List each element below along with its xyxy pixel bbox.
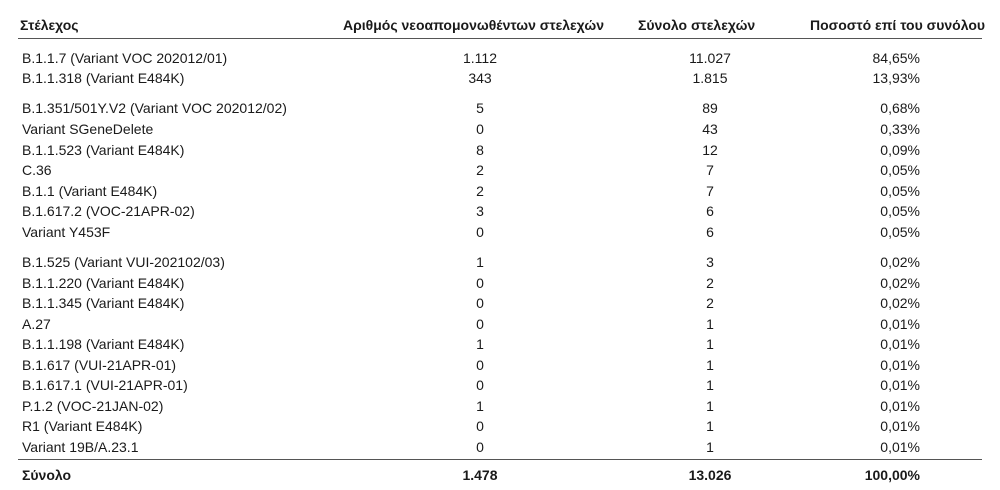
table-row bbox=[0, 293, 1000, 313]
cell-total: 1 bbox=[706, 316, 714, 332]
cell-total: 3 bbox=[706, 254, 714, 270]
cell-percent: 0,09% bbox=[880, 142, 920, 158]
table-row bbox=[0, 48, 1000, 68]
table-row bbox=[0, 119, 1000, 139]
cell-percent: 0,01% bbox=[880, 377, 920, 393]
total-percent: 100,00% bbox=[864, 467, 920, 483]
cell-percent: 84,65% bbox=[872, 50, 920, 66]
header-percent: Ποσοστό επί του συνόλου bbox=[810, 17, 986, 33]
cell-new: 0 bbox=[476, 316, 484, 332]
cell-strain: B.1.1.318 (Variant E484K) bbox=[22, 70, 185, 86]
cell-new: 0 bbox=[476, 377, 484, 393]
cell-total: 1 bbox=[706, 398, 714, 414]
cell-new: 0 bbox=[476, 295, 484, 311]
table-row bbox=[0, 334, 1000, 354]
cell-strain: B.1.1 (Variant E484K) bbox=[22, 183, 158, 199]
cell-total: 7 bbox=[706, 162, 714, 178]
total-divider bbox=[18, 459, 982, 460]
cell-strain: Variant Y453F bbox=[22, 224, 111, 240]
cell-total: 1 bbox=[706, 377, 714, 393]
cell-new: 0 bbox=[476, 121, 484, 137]
cell-strain: B.1.1.220 (Variant E484K) bbox=[22, 275, 185, 291]
total-new: 1.478 bbox=[462, 467, 498, 483]
cell-percent: 0,02% bbox=[880, 275, 920, 291]
cell-total: 1 bbox=[706, 418, 714, 434]
table-row bbox=[0, 201, 1000, 221]
cell-percent: 0,05% bbox=[880, 162, 920, 178]
cell-new: 8 bbox=[476, 142, 484, 158]
table-row bbox=[0, 416, 1000, 436]
cell-strain: A.27 bbox=[22, 316, 51, 332]
cell-strain: Variant SGeneDelete bbox=[22, 121, 154, 137]
cell-total: 1.815 bbox=[692, 70, 728, 86]
cell-strain: B.1.351/501Y.V2 (Variant VOC 202012/02) bbox=[22, 100, 287, 116]
cell-percent: 0,01% bbox=[880, 336, 920, 352]
cell-new: 2 bbox=[476, 183, 484, 199]
header-new-isolated: Αριθμός νεοαπομονωθέντων στελεχών bbox=[343, 17, 605, 33]
cell-strain: B.1.617.1 (VUI-21APR-01) bbox=[22, 377, 188, 393]
cell-percent: 0,01% bbox=[880, 418, 920, 434]
total-label: Σύνολο bbox=[22, 467, 72, 483]
cell-total: 7 bbox=[706, 183, 714, 199]
table-row bbox=[0, 160, 1000, 180]
cell-percent: 0,05% bbox=[880, 203, 920, 219]
cell-total: 6 bbox=[706, 203, 714, 219]
table-row bbox=[0, 140, 1000, 160]
cell-percent: 0,05% bbox=[880, 224, 920, 240]
cell-percent: 13,93% bbox=[872, 70, 920, 86]
cell-total: 43 bbox=[702, 121, 718, 137]
cell-strain: Variant 19B/A.23.1 bbox=[22, 439, 139, 455]
cell-total: 11.027 bbox=[689, 50, 731, 66]
table-row bbox=[0, 252, 1000, 272]
table-row bbox=[0, 375, 1000, 395]
cell-new: 2 bbox=[476, 162, 484, 178]
cell-percent: 0,05% bbox=[880, 183, 920, 199]
cell-new: 343 bbox=[468, 70, 492, 86]
cell-strain: C.36 bbox=[22, 162, 52, 178]
total-strains: 13.026 bbox=[688, 467, 732, 483]
cell-strain: B.1.1.523 (Variant E484K) bbox=[22, 142, 185, 158]
cell-percent: 0,68% bbox=[880, 100, 920, 116]
cell-new: 0 bbox=[476, 439, 484, 455]
cell-new: 0 bbox=[476, 418, 484, 434]
cell-new: 5 bbox=[476, 100, 484, 116]
table-row bbox=[0, 314, 1000, 334]
cell-strain: B.1.525 (Variant VUI-202102/03) bbox=[22, 254, 225, 270]
header-divider bbox=[18, 38, 982, 39]
table-row bbox=[0, 68, 1000, 88]
cell-total: 2 bbox=[706, 295, 714, 311]
cell-new: 0 bbox=[476, 275, 484, 291]
table-row bbox=[0, 396, 1000, 416]
cell-new: 0 bbox=[476, 224, 484, 240]
header-total-strains: Σύνολο στελεχών bbox=[638, 17, 756, 33]
cell-total: 2 bbox=[706, 275, 714, 291]
table-row bbox=[0, 181, 1000, 201]
cell-total: 89 bbox=[702, 100, 718, 116]
table-row bbox=[0, 355, 1000, 375]
cell-new: 3 bbox=[476, 203, 484, 219]
table-row bbox=[0, 273, 1000, 293]
total-row bbox=[0, 465, 1000, 485]
cell-percent: 0,01% bbox=[880, 398, 920, 414]
cell-strain: B.1.1.198 (Variant E484K) bbox=[22, 336, 185, 352]
cell-strain: R1 (Variant E484K) bbox=[22, 418, 143, 434]
cell-total: 1 bbox=[706, 336, 714, 352]
cell-strain: B.1.1.345 (Variant E484K) bbox=[22, 295, 185, 311]
cell-new: 0 bbox=[476, 357, 484, 373]
cell-strain: B.1.1.7 (Variant VOC 202012/01) bbox=[22, 50, 228, 66]
cell-new: 1 bbox=[476, 336, 484, 352]
cell-total: 1 bbox=[706, 439, 714, 455]
cell-percent: 0,02% bbox=[880, 254, 920, 270]
cell-strain: B.1.617.2 (VOC-21APR-02) bbox=[22, 203, 195, 219]
table-row bbox=[0, 98, 1000, 118]
cell-total: 6 bbox=[706, 224, 714, 240]
cell-percent: 0,01% bbox=[880, 316, 920, 332]
cell-new: 1.112 bbox=[463, 50, 497, 66]
cell-new: 1 bbox=[476, 254, 484, 270]
cell-percent: 0,02% bbox=[880, 295, 920, 311]
cell-percent: 0,01% bbox=[880, 439, 920, 455]
cell-total: 1 bbox=[706, 357, 714, 373]
table-row bbox=[0, 437, 1000, 457]
table-row bbox=[0, 222, 1000, 242]
cell-strain: P.1.2 (VOC-21JAN-02) bbox=[22, 398, 164, 414]
header-strain: Στέλεχος bbox=[20, 17, 79, 33]
cell-new: 1 bbox=[476, 398, 484, 414]
cell-percent: 0,01% bbox=[880, 357, 920, 373]
cell-percent: 0,33% bbox=[880, 121, 920, 137]
cell-total: 12 bbox=[702, 142, 718, 158]
cell-strain: B.1.617 (VUI-21APR-01) bbox=[22, 357, 177, 373]
